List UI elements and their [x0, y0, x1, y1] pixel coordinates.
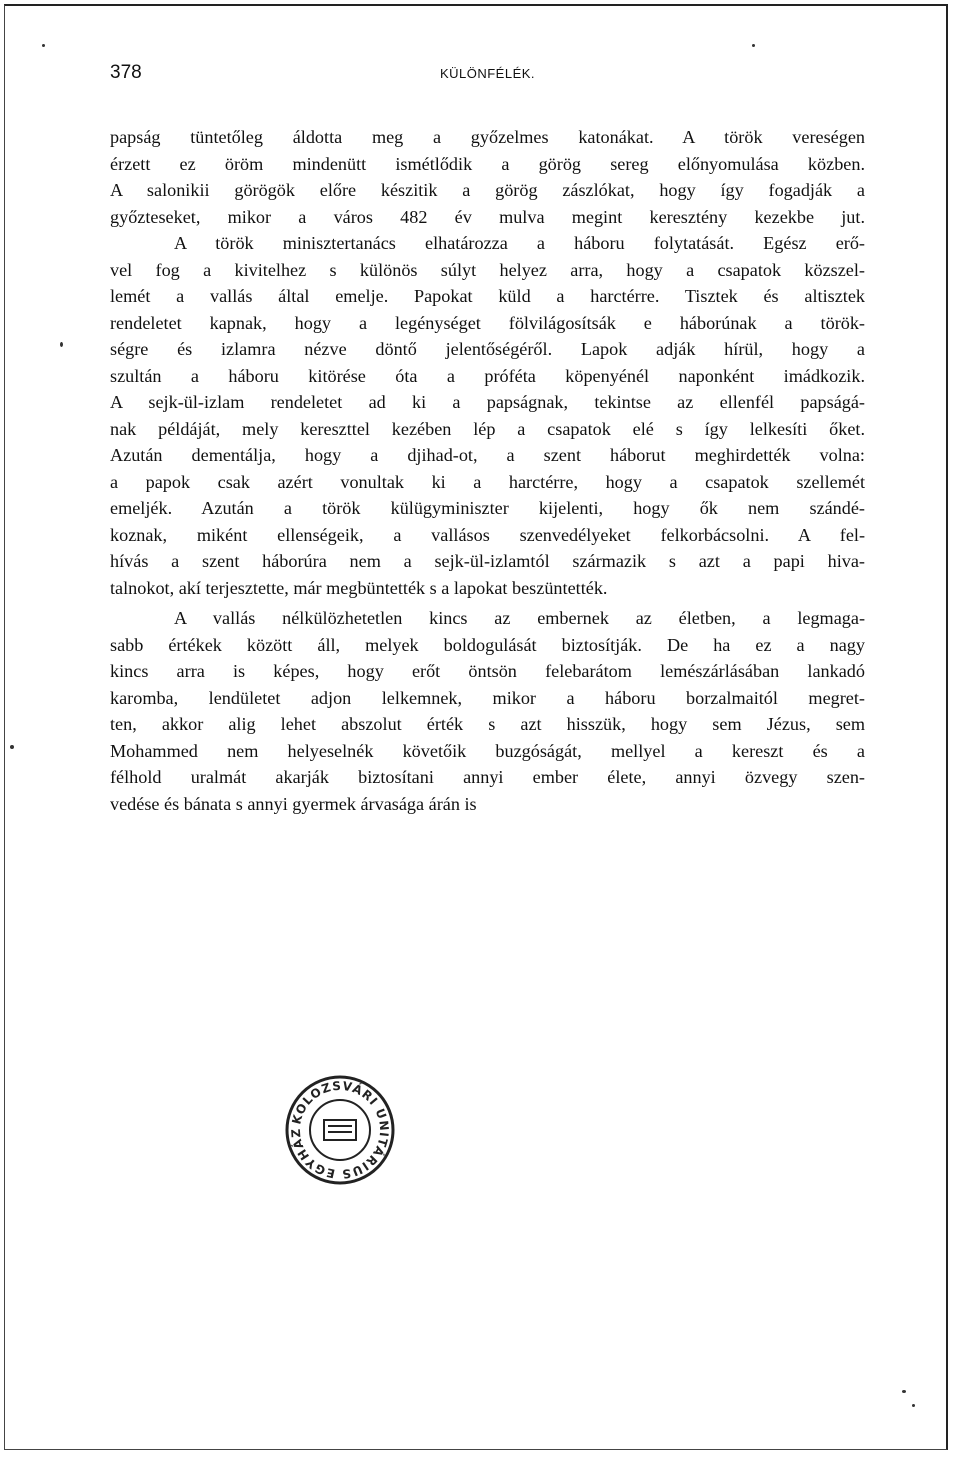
scan-speck — [42, 44, 45, 47]
text-line: A török minisztertanács elhatározza a háboru folytatását. Egész erő- — [174, 233, 865, 253]
text-line: talnokot, akí terjesztette, már megbüntették s a lapokat beszüntették. — [110, 577, 608, 598]
scan-speck — [902, 1390, 906, 1393]
text-line: lemét a vallás által emelje. Papokat küld a harctérre. Tisztek és altisztek — [110, 286, 865, 306]
text-line: a papok csak azért vonultak ki a harctérre, hogy a csapatok szellemét — [110, 471, 865, 492]
text-line: Mohammed nem helyeselnék követőik buzgóságát, mellyel a kereszt és a — [110, 740, 865, 761]
text-line: papság tüntetőleg áldotta meg a győzelmes katonákat. A török vereségen — [110, 127, 865, 147]
text-line: kincs arra is képes, hogy erőt öntsön felebarátom lemészárlásában lankadó — [110, 661, 865, 681]
text-line: A sejk-ül-izlam rendeletet ad ki a papságnak, tekintse az ellenfél papságá- — [110, 392, 865, 412]
text-line: emeljék. Azután a török külügyminiszter kijelenti, hogy ők nem szándé- — [110, 498, 865, 518]
text-line: vel fog a kivitelhez s különös súlyt helyez arra, hogy a csapatok közszel- — [110, 259, 865, 280]
text-line: vedése és bánata s annyi gyermek árvasága árán is — [110, 793, 477, 814]
body-text — [110, 124, 865, 817]
text-line: Azután dementálja, hogy a djihad-ot, a szent háborut meghirdették volna: — [110, 445, 865, 465]
text-line: ségre és izlamra nézve döntő jelentőségéről. Lapok adják hírül, hogy a — [110, 339, 865, 359]
text-line: A vallás nélkülözhetetlen kincs az embernek az életben, a legmaga- — [174, 608, 865, 628]
text-line: győzteseket, mikor a város 482 év mulva megint keresztény kezekbe jut. — [110, 206, 865, 227]
paragraph-1 — [110, 124, 865, 601]
text-line: sabb értékek között áll, melyek boldogulását biztosítják. De ha ez a nagy — [110, 634, 865, 655]
text-line: ten, akkor alig lehet abszolut érték s azt hisszük, hogy sem Jézus, sem — [110, 714, 865, 734]
scan-speck — [60, 342, 63, 347]
running-head: KÜLÖNFÉLÉK. — [439, 66, 536, 81]
library-stamp-icon — [284, 1074, 396, 1186]
text-line: A salonikii görögök előre készitik a görög zászlókat, hogy így fogadják a — [110, 180, 865, 200]
text-line: szultán a háboru kitörése óta a próféta köpenyénél naponként imádkozik. — [110, 365, 865, 386]
svg-text:KOLOZSVÁRI UNITÁRIUS EGYHÁZ: KOLOZSVÁRI UNITÁRIUS EGYHÁZ — [288, 1078, 392, 1182]
scan-speck — [10, 745, 14, 749]
text-line: félhold uralmát akarják biztosítani annyi ember élete, annyi özvegy szen- — [110, 767, 865, 787]
page-number: 378 — [110, 62, 142, 83]
scan-speck — [752, 44, 755, 47]
scan-speck — [912, 1404, 915, 1407]
page-header — [110, 62, 865, 90]
text-line: érzett ez öröm mindenütt ismétlődik a görög sereg előnyomulása közben. — [110, 153, 865, 174]
text-line: nak példáját, mely kereszttel kezében lép a csapatok elé s így lelkesíti őket. — [110, 418, 865, 439]
paragraph-2 — [110, 605, 865, 817]
text-line: koznak, miként ellenségeik, a vallásos szenvedélyeket felkorbácsolni. A fel- — [110, 524, 865, 545]
text-line: rendeletet kapnak, hogy a legénységet fölvilágosítsák e háborúnak a török- — [110, 312, 865, 333]
text-line: hívás a szent háborúra nem a sejk-ül-izlamtól származik s azt a papi hiva- — [110, 551, 865, 571]
text-line: karomba, lendületet adjon lelkemnek, mikor a háboru borzalmaitól megret- — [110, 687, 865, 708]
